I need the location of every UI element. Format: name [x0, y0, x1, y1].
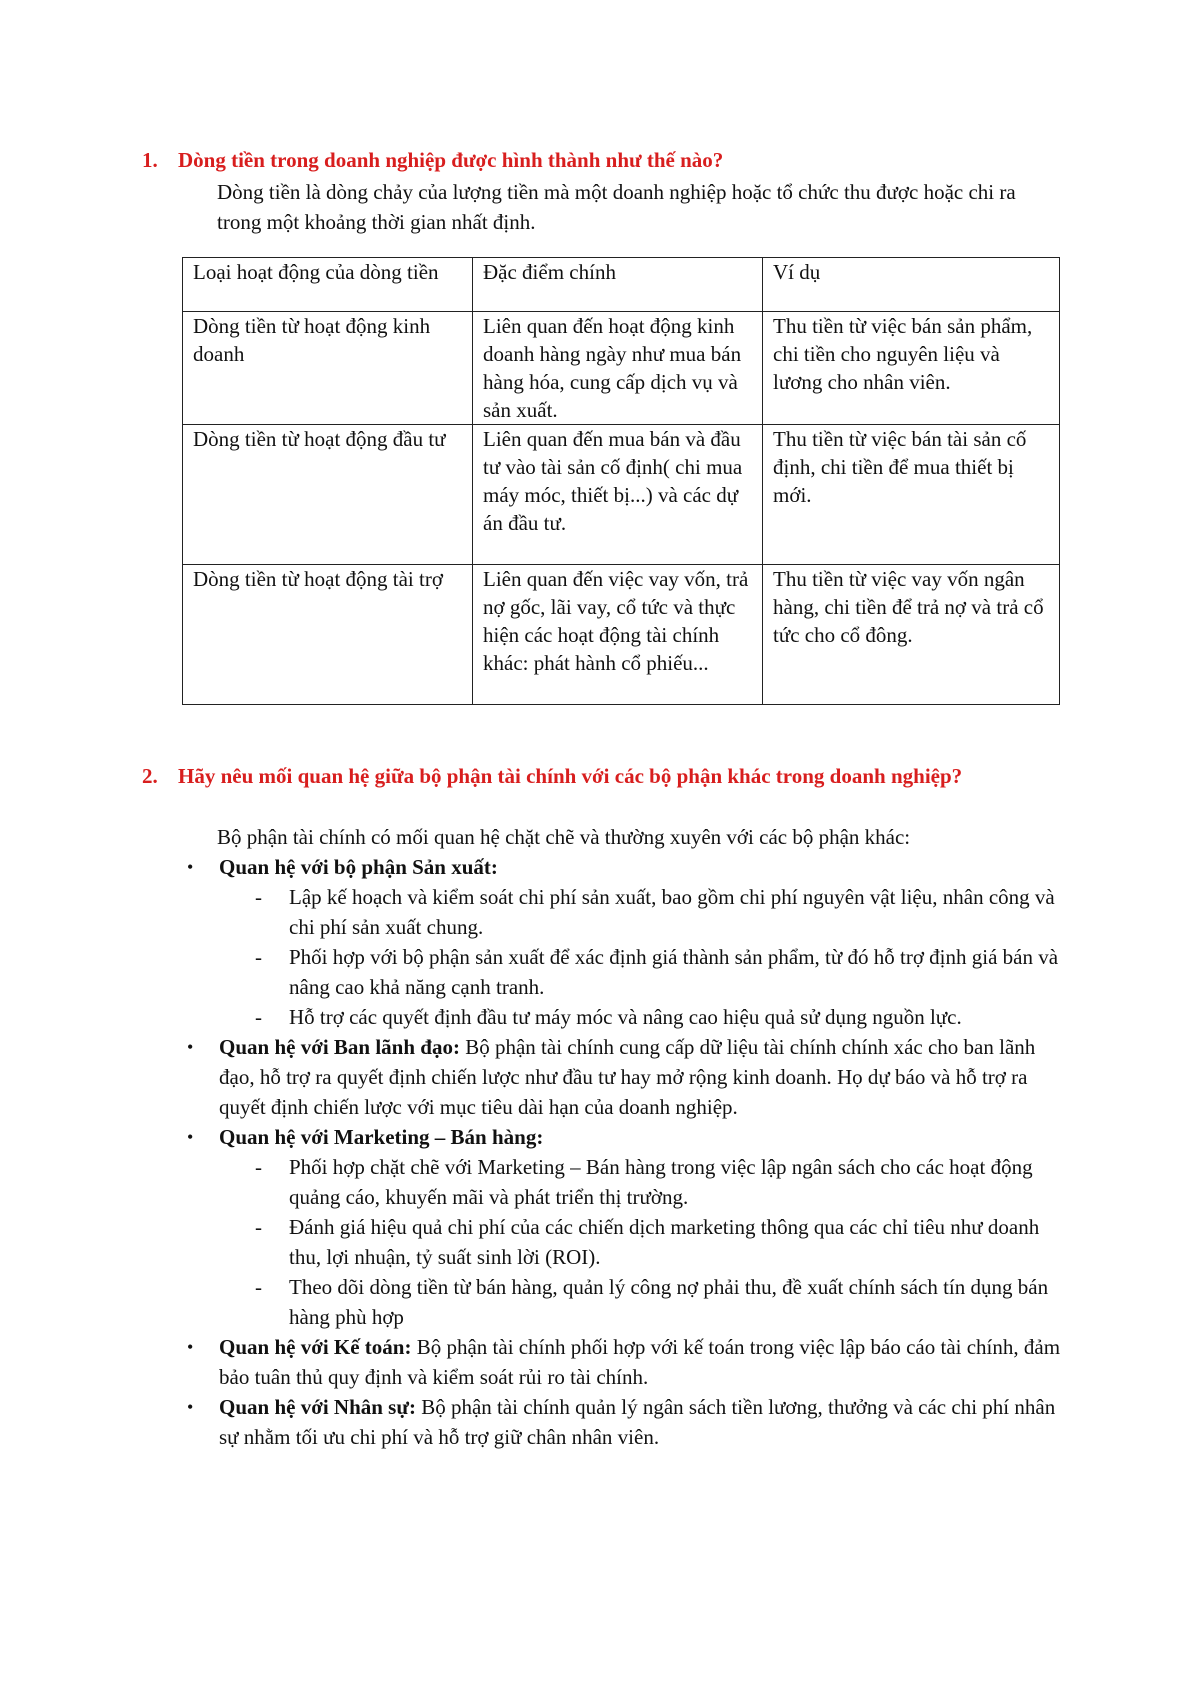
sub-item-text: Phối hợp chặt chẽ với Marketing – Bán hàng trong việc lập ngân sách cho các hoạt động quảng cáo, khuyến mãi và phát triển thị trường. [289, 1155, 1033, 1209]
list-item-accounting [187, 1332, 1067, 1392]
sub-item-text: Hỗ trợ các quyết định đầu tư máy móc và nâng cao hiệu quả sử dụng nguồn lực. [289, 1005, 962, 1029]
table-row [183, 565, 1060, 705]
sub-list-item [187, 1152, 1067, 1212]
sub-list-item [187, 1002, 1067, 1032]
section-label: Quan hệ với Ban lãnh đạo: [219, 1035, 460, 1059]
table-row [183, 312, 1060, 425]
dash-icon: - [255, 1155, 262, 1179]
sub-item-text: Theo dõi dòng tiền từ bán hàng, quản lý công nợ phải thu, đề xuất chính sách tín dụng bán hàng phù hợp [289, 1275, 1049, 1329]
dash-icon: - [255, 1005, 262, 1029]
table-header-cell: Ví dụ [763, 258, 1060, 312]
list-item-leadership [187, 1032, 1067, 1122]
section-label: Quan hệ với Nhân sự: [219, 1395, 416, 1419]
sub-item-text: Phối hợp với bộ phận sản xuất để xác định giá thành sản phẩm, từ đó hỗ trợ định giá bán và nâng cao khả năng cạnh tranh. [289, 945, 1059, 999]
section-text: Bộ phận tài chính phối hợp với kế toán trong việc lập báo cáo tài chính, đảm bảo tuân thủ quy định và kiểm soát rủi ro tài chính. [219, 1335, 1061, 1389]
table-row [183, 425, 1060, 565]
table-cell: Thu tiền từ việc bán sản phẩm, chi tiền cho nguyên liệu và lương cho nhân viên. [763, 312, 1060, 425]
table-header-cell: Loại hoạt động của dòng tiền [183, 258, 473, 312]
table-cell: Thu tiền từ việc bán tài sản cố định, chi tiền để mua thiết bị mới. [763, 425, 1060, 565]
dash-icon: - [255, 1215, 262, 1239]
bullet-icon: • [187, 1037, 194, 1057]
sub-list-item [187, 1212, 1067, 1272]
section-label: Quan hệ với Marketing – Bán hàng: [219, 1125, 544, 1149]
table-cell: Liên quan đến mua bán và đầu tư vào tài sản cố định( chi mua máy móc, thiết bị...) và các dự án đầu tư. [473, 425, 763, 565]
table-cell: Thu tiền từ việc vay vốn ngân hàng, chi tiền để trả nợ và trả cổ tức cho cổ đông. [763, 565, 1060, 705]
section-text: Bộ phận tài chính cung cấp dữ liệu tài chính chính xác cho ban lãnh đạo, hỗ trợ ra quyết định chiến lược như đầu tư hay mở rộng kinh doanh. Họ dự báo và hỗ trợ ra quyết định chiến lược với mục tiêu dài hạn của doanh nghiệp. [219, 1035, 1036, 1119]
question-2-intro: Bộ phận tài chính có mối quan hệ chặt chẽ và thường xuyên với các bộ phận khác: [217, 825, 911, 849]
dash-icon: - [255, 885, 262, 909]
table-cell: Dòng tiền từ hoạt động tài trợ [183, 565, 473, 705]
section-text: Bộ phận tài chính quản lý ngân sách tiền lương, thưởng và các chi phí nhân sự nhằm tối ưu chi phí và hỗ trợ giữ chân nhân viên. [219, 1395, 1056, 1449]
question-1-number: 1. [142, 148, 158, 172]
list-item-production [187, 852, 1067, 882]
sub-list-item [187, 942, 1067, 1002]
sub-item-text: Đánh giá hiệu quả chi phí của các chiến dịch marketing thông qua các chỉ tiêu như doanh thu, lợi nhuận, tỷ suất sinh lời (ROI). [289, 1215, 1040, 1269]
table-cell: Liên quan đến hoạt động kinh doanh hàng ngày như mua bán hàng hóa, cung cấp dịch vụ và sản xuất. [473, 312, 763, 425]
bullet-icon: • [187, 1127, 194, 1147]
question-1-title: Dòng tiền trong doanh nghiệp được hình thành như thế nào? [178, 148, 724, 172]
question-2-heading [142, 761, 1058, 791]
section-label: Quan hệ với Kế toán: [219, 1335, 412, 1359]
question-1-heading [142, 145, 1058, 175]
sub-item-text: Lập kế hoạch và kiểm soát chi phí sản xuất, bao gồm chi phí nguyên vật liệu, nhân công và chi phí sản xuất chung. [289, 885, 1055, 939]
sub-list-item [187, 1272, 1067, 1332]
bullet-icon: • [187, 1397, 194, 1417]
table-header-row [183, 258, 1060, 312]
table-cell: Dòng tiền từ hoạt động đầu tư [183, 425, 473, 565]
question-1-answer: Dòng tiền là dòng chảy của lượng tiền mà một doanh nghiệp hoặc tổ chức thu được hoặc chi ra trong một khoảng thời gian nhất định. [217, 180, 1016, 234]
list-item-hr [187, 1392, 1067, 1452]
sub-list-item [187, 882, 1067, 942]
list-item-marketing [187, 1122, 1067, 1152]
bullet-icon: • [187, 857, 194, 877]
table-header-cell: Đặc điểm chính [473, 258, 763, 312]
section-label: Quan hệ với bộ phận Sản xuất: [219, 855, 498, 879]
dash-icon: - [255, 1275, 262, 1299]
question-2-title: Hãy nêu mối quan hệ giữa bộ phận tài chính với các bộ phận khác trong doanh nghiệp? [178, 764, 963, 788]
table-cell: Liên quan đến việc vay vốn, trả nợ gốc, lãi vay, cổ tức và thực hiện các hoạt động tài chính khác: phát hành cổ phiếu... [473, 565, 763, 705]
cash-flow-table [182, 257, 1060, 705]
table-cell: Dòng tiền từ hoạt động kinh doanh [183, 312, 473, 425]
relationship-list [187, 852, 1067, 1452]
question-2-number: 2. [142, 764, 158, 788]
bullet-icon: • [187, 1337, 194, 1357]
dash-icon: - [255, 945, 262, 969]
